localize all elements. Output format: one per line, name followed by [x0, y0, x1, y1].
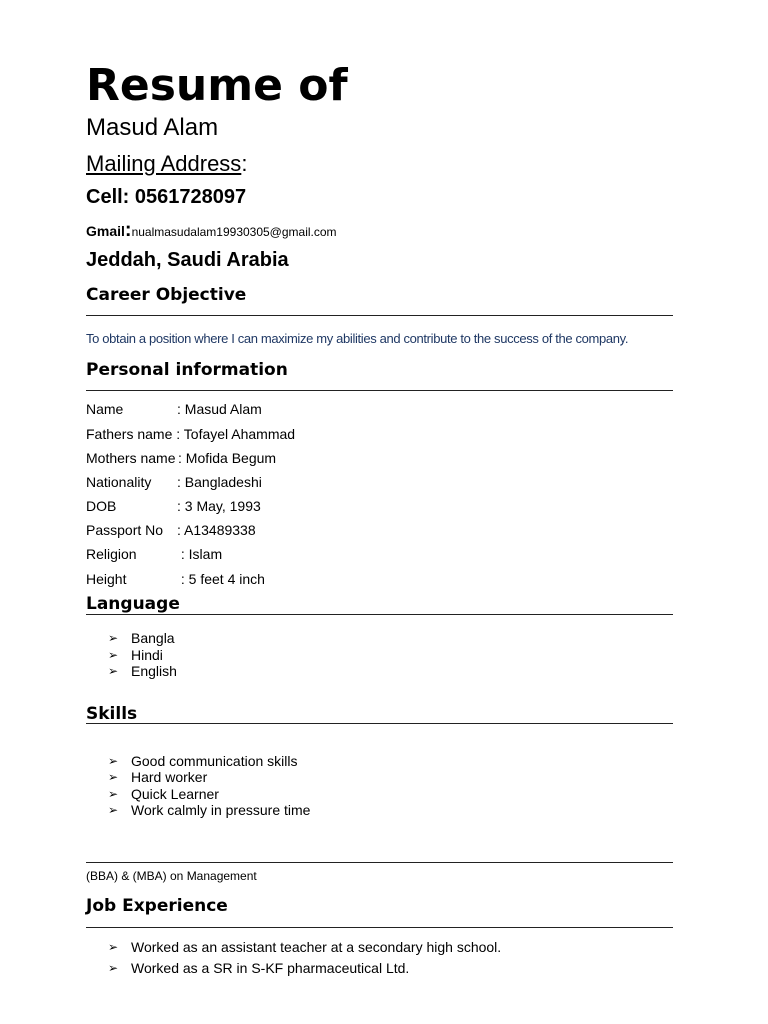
mailing-address-colon: :	[241, 151, 248, 176]
mailing-address-label	[86, 149, 247, 179]
info-row-nationality	[86, 473, 262, 491]
info-value: : 5 feet 4 inch	[177, 571, 265, 587]
info-value: : Bangladeshi	[177, 474, 262, 490]
arrow-bullet-icon: ➢	[108, 940, 119, 954]
section-divider	[86, 927, 673, 928]
applicant-name: Masud Alam	[86, 114, 219, 141]
skill-item: Hard worker	[131, 769, 208, 786]
info-row-passport	[86, 521, 256, 539]
arrow-bullet-icon: ➢	[108, 754, 119, 768]
info-key: Height	[86, 571, 127, 587]
info-key: DOB	[86, 498, 117, 514]
info-row-height	[86, 570, 265, 588]
list-item	[108, 647, 177, 664]
list-item	[108, 958, 501, 979]
list-item	[108, 753, 310, 769]
list-item	[108, 630, 177, 647]
gmail-line	[86, 218, 337, 244]
job-item: Worked as a SR in S-KF pharmaceutical Ltd.	[131, 960, 410, 976]
info-key: Religion	[86, 546, 137, 562]
arrow-bullet-icon: ➢	[108, 631, 119, 645]
arrow-bullet-icon: ➢	[108, 664, 119, 678]
arrow-bullet-icon: ➢	[108, 961, 119, 975]
section-divider	[86, 723, 673, 724]
skills-list	[108, 753, 310, 818]
job-experience-list	[108, 937, 501, 979]
info-value: : A13489338	[177, 522, 256, 538]
list-item	[108, 802, 310, 818]
info-key: Nationality	[86, 474, 152, 490]
info-value: : Mofida Begum	[178, 450, 277, 466]
info-value: : Masud Alam	[177, 401, 262, 417]
skill-item: Work calmly in pressure time	[131, 801, 311, 818]
career-objective-text: To obtain a position where I can maximize my abilities and contribute to the success of the company.	[86, 331, 629, 346]
info-key: Name	[86, 401, 124, 417]
career-objective-heading: Career Objective	[86, 285, 247, 305]
info-key: Passport No	[86, 522, 164, 538]
list-item	[108, 663, 177, 680]
info-row-religion	[86, 545, 222, 563]
education-text: (BBA) & (MBA) on Management	[86, 869, 257, 883]
skill-item: Good communication skills	[131, 753, 298, 769]
section-divider	[86, 614, 673, 615]
info-row-dob	[86, 497, 261, 515]
gmail-colon: :	[124, 219, 132, 241]
language-heading: Language	[86, 594, 180, 614]
arrow-bullet-icon: ➢	[108, 802, 119, 817]
list-item	[108, 769, 310, 785]
info-row-mothers-name	[86, 449, 276, 467]
language-item: Bangla	[131, 630, 175, 646]
arrow-bullet-icon: ➢	[108, 786, 119, 801]
info-value: : Islam	[177, 546, 223, 562]
personal-info-heading: Personal information	[86, 360, 288, 380]
mailing-address-text: Mailing Address	[86, 151, 242, 176]
skill-item: Quick Learner	[131, 785, 219, 802]
info-value: : Tofayel Ahammad	[172, 426, 296, 442]
section-divider	[86, 315, 673, 316]
location: Jeddah, Saudi Arabia	[86, 249, 289, 271]
job-item: Worked as an assistant teacher at a secondary high school.	[131, 939, 502, 955]
list-item	[108, 786, 310, 802]
list-item	[108, 937, 501, 958]
section-divider	[86, 390, 673, 391]
arrow-bullet-icon: ➢	[108, 770, 119, 785]
gmail-label: Gmail	[86, 223, 125, 239]
gmail-address: nualmasudalam19930305@gmail.com	[131, 225, 337, 239]
skills-heading: Skills	[86, 704, 138, 724]
language-item: Hindi	[131, 646, 163, 663]
info-row-name	[86, 400, 262, 418]
info-key: Mothers name	[86, 450, 176, 466]
arrow-bullet-icon: ➢	[108, 647, 119, 662]
language-item: English	[131, 663, 177, 679]
info-key: Fathers name	[86, 426, 173, 442]
section-divider	[86, 862, 673, 863]
info-row-fathers-name	[86, 425, 295, 443]
language-list	[108, 630, 177, 680]
resume-title: Resume of	[86, 60, 348, 111]
cell-number: Cell: 0561728097	[86, 186, 247, 208]
job-experience-heading: Job Experience	[86, 896, 228, 916]
info-value: : 3 May, 1993	[177, 498, 261, 514]
